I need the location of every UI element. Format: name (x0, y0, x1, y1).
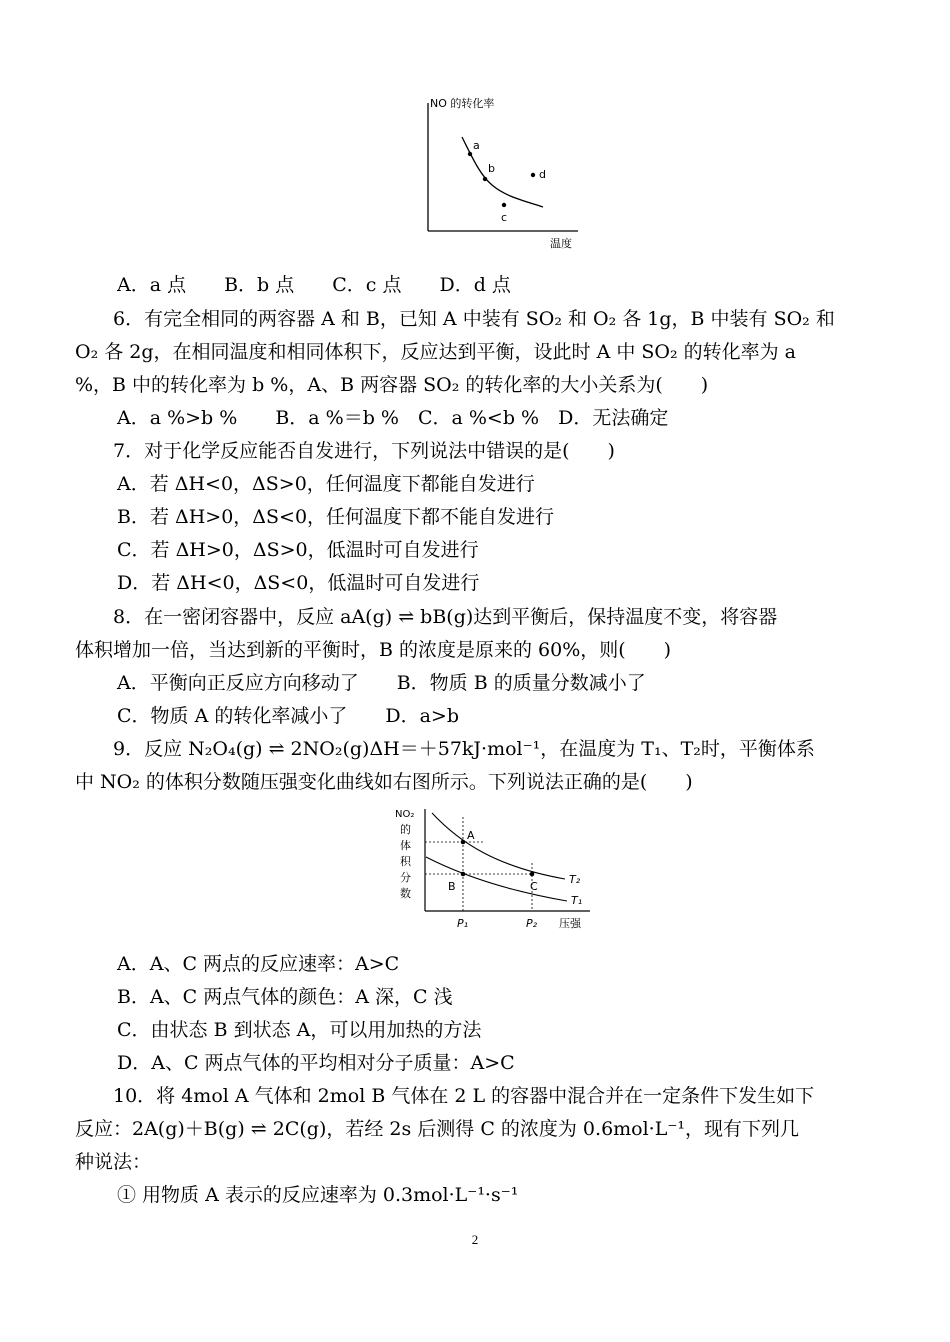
curve-t1 (426, 857, 567, 901)
q6-line-2: O₂ 各 2g，在相同温度和相同体积下，反应达到平衡，设此时 A 中 SO₂ 的转化率为 a (75, 341, 796, 363)
y-axis-label-line-4: 积 (400, 855, 411, 868)
q7-stem: 7．对于化学反应能否自发进行，下列说法中错误的是( ) (75, 440, 615, 462)
x-tick-p1: P₁ (457, 917, 469, 930)
point-d (531, 173, 535, 177)
y-axis-label-line-2: 的 (400, 823, 411, 836)
y-axis-label-line-3: 体 (400, 839, 411, 852)
point-c-label: C (530, 880, 538, 893)
figure-no-conversion-svg (410, 95, 590, 255)
y-axis-label-line-1: NO₂ (395, 809, 415, 820)
x-axis-label: 压强 (559, 917, 581, 930)
q6-line-3: %，B 中的转化率为 b %，A、B 两容器 SO₂ 的转化率的大小关系为( ) (75, 374, 709, 396)
q9-line-1: 9．反应 N₂O₄(g) ⇌ 2NO₂(g)ΔH＝＋57kJ·mol⁻¹，在温度为 T₁、T₂时，平衡体系 (75, 738, 815, 760)
point-c-label: c (501, 211, 508, 224)
point-a-label: A (467, 829, 475, 842)
point-d-label: d (539, 168, 546, 181)
figure-no-conversion (410, 95, 590, 255)
q6-line-1: 6．有完全相同的两容器 A 和 B，已知 A 中装有 SO₂ 和 O₂ 各 1g，B 中装有 SO₂ 和 (75, 308, 835, 330)
q8-options-ab: A．平衡向正反应方向移动了 B．物质 B 的质量分数减小了 (117, 672, 646, 694)
point-b (483, 177, 487, 181)
series-t2-label: T₂ (569, 873, 581, 886)
point-a (468, 152, 472, 156)
y-axis-label-line-5: 分 (400, 871, 411, 884)
q10-line-3: 种说法： (75, 1151, 152, 1173)
q10-line-1: 10．将 4mol A 气体和 2mol B 气体在 2 L 的容器中混合并在一定条件下发生如下 (75, 1085, 815, 1107)
q9-option-b: B．A、C 两点气体的颜色：A 深，C 浅 (117, 986, 453, 1008)
page-number: 2 (471, 1232, 479, 1247)
x-tick-p2: P₂ (526, 917, 538, 930)
q10-line-2: 反应：2A(g)＋B(g) ⇌ 2C(g)，若经 2s 后测得 C 的浓度为 0.6mol·L⁻¹，现有下列几 (75, 1118, 799, 1140)
q7-option-a: A．若 ΔH<0，ΔS>0，任何温度下都能自发进行 (117, 473, 535, 495)
q9-line-2: 中 NO₂ 的体积分数随压强变化曲线如右图所示。下列说法正确的是( ) (75, 771, 693, 793)
q10-statement-1: ① 用物质 A 表示的反应速率为 0.3mol·L⁻¹·s⁻¹ (117, 1184, 519, 1206)
q6-options: A．a %>b % B．a %＝b % C．a %<b % D．无法确定 (117, 407, 669, 429)
point-b-label: b (488, 162, 495, 175)
q8-line-1: 8．在一密闭容器中，反应 aA(g) ⇌ bB(g)达到平衡后，保持温度不变，将容器 (75, 606, 778, 628)
q9-option-d: D．A、C 两点气体的平均相对分子质量：A>C (117, 1052, 515, 1074)
series-t1-label: T₁ (571, 894, 583, 907)
q7-option-d: D．若 ΔH<0，ΔS<0，低温时可自发进行 (117, 572, 480, 594)
y-axis-label: NO 的转化率 (430, 97, 495, 110)
point-a-label: a (473, 139, 480, 152)
q7-option-c: C．若 ΔH>0，ΔS>0，低温时可自发进行 (117, 539, 479, 561)
point-a (461, 840, 466, 845)
q5-options: A．a 点 B．b 点 C．c 点 D．d 点 (117, 274, 511, 296)
q9-option-a: A．A、C 两点的反应速率：A>C (117, 953, 400, 975)
point-b-label: B (448, 880, 456, 893)
point-b (461, 872, 466, 877)
figure-no2-fraction (385, 803, 600, 938)
q7-option-b: B．若 ΔH>0，ΔS<0，任何温度下都不能自发进行 (117, 506, 555, 528)
q8-options-cd: C．物质 A 的转化率减小了 D．a>b (117, 705, 459, 727)
q8-line-2: 体积增加一倍，当达到新的平衡时，B 的浓度是原来的 60%，则( ) (75, 639, 672, 661)
y-axis-label-line-6: 数 (400, 887, 411, 900)
q9-option-c: C．由状态 B 到状态 A，可以用加热的方法 (117, 1019, 482, 1041)
x-axis-label: 温度 (550, 237, 572, 250)
point-c (502, 203, 506, 207)
point-c (530, 872, 535, 877)
figure-no2-fraction-svg (385, 803, 600, 938)
